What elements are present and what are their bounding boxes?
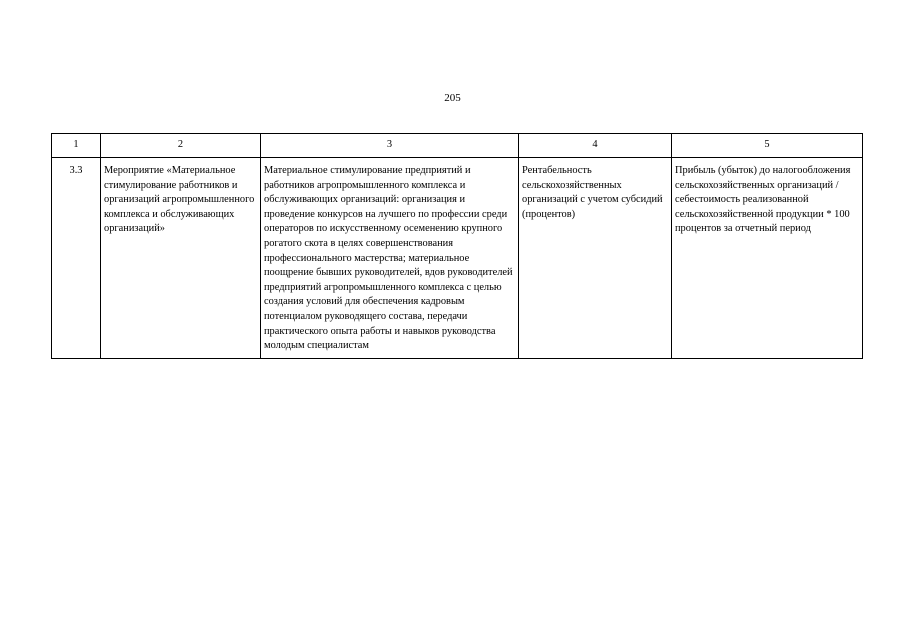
row-number-cell: 3.3 xyxy=(52,158,101,359)
column-header-5: 5 xyxy=(672,134,863,158)
column-header-1: 1 xyxy=(52,134,101,158)
table-row xyxy=(52,158,863,359)
column-header-3: 3 xyxy=(261,134,519,158)
column-header-2: 2 xyxy=(101,134,261,158)
indicator-cell: Рентабельность сельскохозяйственных организаций с учетом субсидий (процентов) xyxy=(519,158,672,359)
column-header-4: 4 xyxy=(519,134,672,158)
document-table xyxy=(51,133,863,359)
event-name-cell: Мероприятие «Материальное стимулирование работников и организаций агропромышленного комплекса и обслуживающих организаций» xyxy=(101,158,261,359)
event-description-cell: Материальное стимулирование предприятий и работников агропромышленного комплекса и обслуживающих организаций: организация и проведение конкурсов на лучшего по профессии среди операторов по искусственному осеменению крупного рогатого скота в целях совершенствования профессионального мастерства; материальное поощрение бывших руководителей, вдов руководителей предприятий агропромышленного комплекса с целью создания условий для обеспечения кадровым потенциалом руководящего состава, передачи практического опыта работы и навыков руководства молодым специалистам xyxy=(261,158,519,359)
header-row xyxy=(52,134,863,158)
formula-cell: Прибыль (убыток) до налогообложения сельскохозяйственных организаций / себестоимость реализованной сельскохозяйственной продукции * 100 процентов за отчетный период xyxy=(672,158,863,359)
page-number: 205 xyxy=(444,92,461,104)
